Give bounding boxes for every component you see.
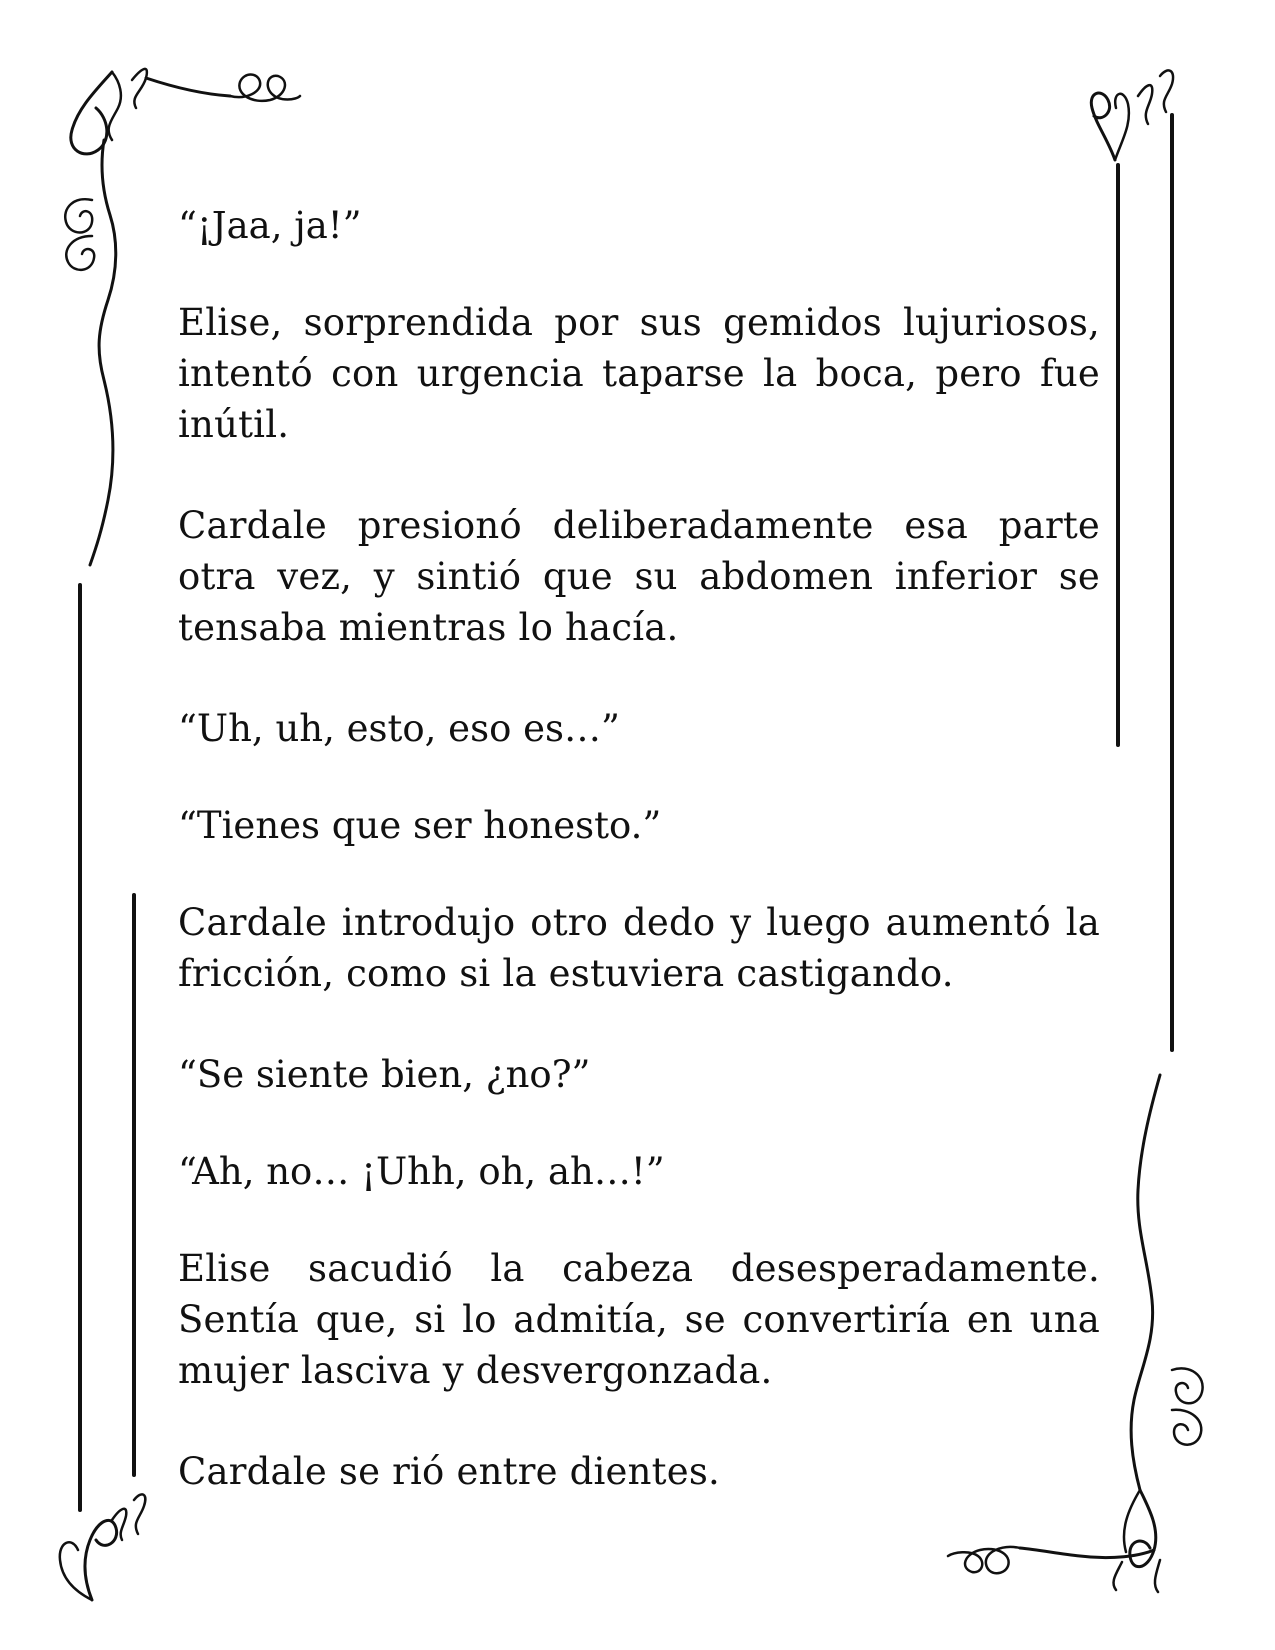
narration-paragraph: Cardale presionó deliberadamente esa parte otra vez, y sintió que su abdomen inferior se tensaba mientras lo hacía. [178, 504, 1100, 649]
bottom-left-flourish-icon [60, 1494, 145, 1600]
dialogue-line: “Ah, no… ¡Uhh, oh, ah…!” [178, 1150, 665, 1193]
dialogue-line: “Uh, uh, esto, eso es…” [178, 707, 620, 750]
narration-paragraph: Cardale se rió entre dientes. [178, 1450, 720, 1493]
narration-paragraph: Elise sacudió la cabeza desesperadamente. Sentía que, si lo admitía, se convertiría en una mujer lasciva y desvergonzada. [178, 1247, 1100, 1392]
dialogue-line: “Se siente bien, ¿no?” [178, 1053, 591, 1096]
dialogue-line: “Tienes que ser honesto.” [178, 804, 662, 847]
top-right-flourish-icon [1091, 70, 1173, 160]
narration-paragraph: Cardale introdujo otro dedo y luego aumentó la fricción, como si la estuviera castigando. [178, 901, 1100, 995]
narration-paragraph: Elise, sorprendida por sus gemidos lujuriosos, intentó con urgencia taparse la boca, pero fue inútil. [178, 301, 1100, 446]
dialogue-line: “¡Jaa, ja!” [178, 204, 362, 247]
story-text [178, 200, 1100, 1497]
